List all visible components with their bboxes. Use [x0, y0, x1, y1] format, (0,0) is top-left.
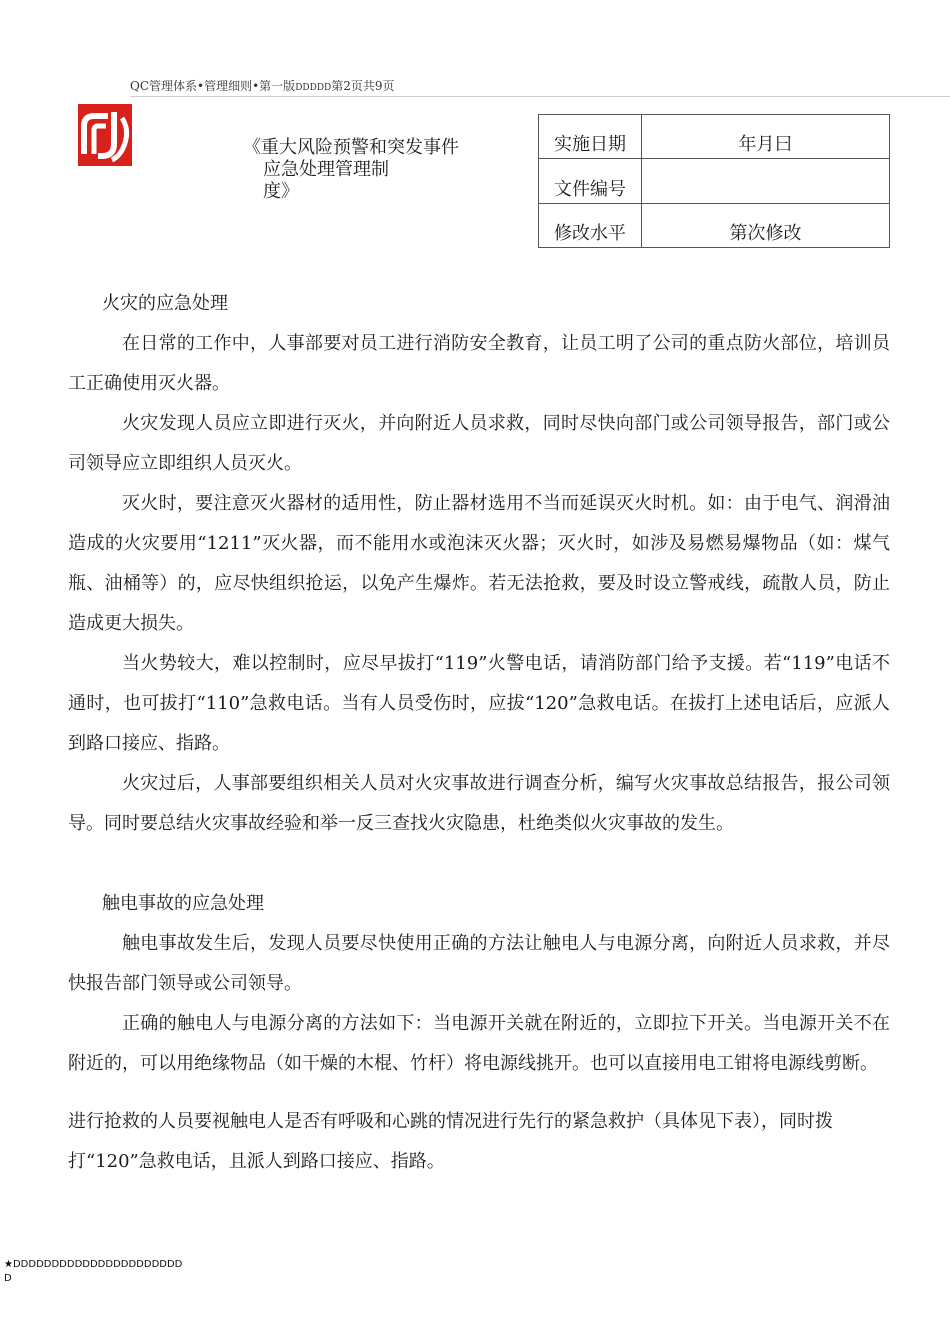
company-logo: [72, 104, 138, 166]
document-body: [68, 284, 890, 1182]
meta-row: [539, 203, 890, 247]
footer-line-1: ★DDDDDDDDDDDDDDDDDDDDDD: [4, 1259, 183, 1270]
header-code: DDDDD: [295, 83, 332, 93]
meta-row: [539, 159, 890, 203]
document-title: [243, 137, 463, 203]
paragraph: 当火势较大，难以控制时，应尽早拔打“119”火警电话，请消防部门给予支援。若“119”电话不通时，也可拔打“110”急救电话。当有人员受伤时，应拔“120”急救电话。在拔打上述电话后，应派人到路口接应、指路。: [68, 653, 890, 754]
meta-label: 文件编号: [539, 159, 642, 203]
paragraph: 灭火时，要注意灭火器材的适用性，防止器材选用不当而延误灭火时机。如：由于电气、润滑油造成的火灾要用“1211”灭火器，而不能用水或泡沫灭火器；灭火时，如涉及易燃易爆物品（如：煤气瓶、油桶等）的，应尽快组织抢运，以免产生爆炸。若无法抢救，要及时设立警戒线，疏散人员，防止造成更大损失。: [68, 493, 890, 634]
paragraph-rescue: 进行抢救的人员要视触电人是否有呼吸和心跳的情况进行先行的紧急救护（具体见下表），同时拨打“120”急救电话，且派人到路口接应、指路。: [68, 1111, 833, 1172]
header-doc-name: QC管理体系•管理细则•第一版: [130, 79, 296, 93]
section-title-electric: 触电事故的应急处理: [102, 893, 264, 914]
title-line-2: 应急处理管理制: [263, 159, 389, 180]
paragraph: 在日常的工作中，人事部要对员工进行消防安全教育，让员工明了公司的重点防火部位，培训员工正确使用灭火器。: [68, 333, 890, 394]
document-meta-table: [538, 114, 890, 248]
page-header: [130, 78, 950, 97]
meta-value: [642, 159, 890, 203]
header-page-number: 第2页共9页: [331, 79, 395, 93]
title-line-3: 度》: [263, 181, 299, 202]
paragraph: 正确的触电人与电源分离的方法如下：当电源开关就在附近的，立即拉下开关。当电源开关不在附近的，可以用绝缘物品（如干燥的木棍、竹杆）将电源线挑开。也可以直接用电工钳将电源线剪断。: [68, 1013, 890, 1074]
section-title-fire: 火灾的应急处理: [102, 293, 228, 314]
meta-value: 年月曰: [642, 115, 890, 159]
paragraph: 触电事故发生后，发现人员要尽快使用正确的方法让触电人与电源分离，向附近人员求救，并尽快报告部门领导或公司领导。: [68, 933, 890, 994]
paragraph: 火灾发现人员应立即进行灭火，并向附近人员求救，同时尽快向部门或公司领导报告，部门或公司领导应立即组织人员灭火。: [68, 413, 890, 474]
meta-row: [539, 115, 890, 159]
meta-label: 实施日期: [539, 115, 642, 159]
title-line-1: 《重大风险预警和突发事件: [243, 137, 459, 158]
footer-line-2: D: [4, 1273, 12, 1284]
meta-label: 修改水平: [539, 203, 642, 247]
page-footer: [4, 1258, 182, 1286]
meta-value: 第次修改: [642, 203, 890, 247]
paragraph: 火灾过后，人事部要组织相关人员对火灾事故进行调查分析，编写火灾事故总结报告，报公司领导。同时要总结火灾事故经验和举一反三查找火灾隐患，杜绝类似火灾事故的发生。: [68, 773, 890, 834]
